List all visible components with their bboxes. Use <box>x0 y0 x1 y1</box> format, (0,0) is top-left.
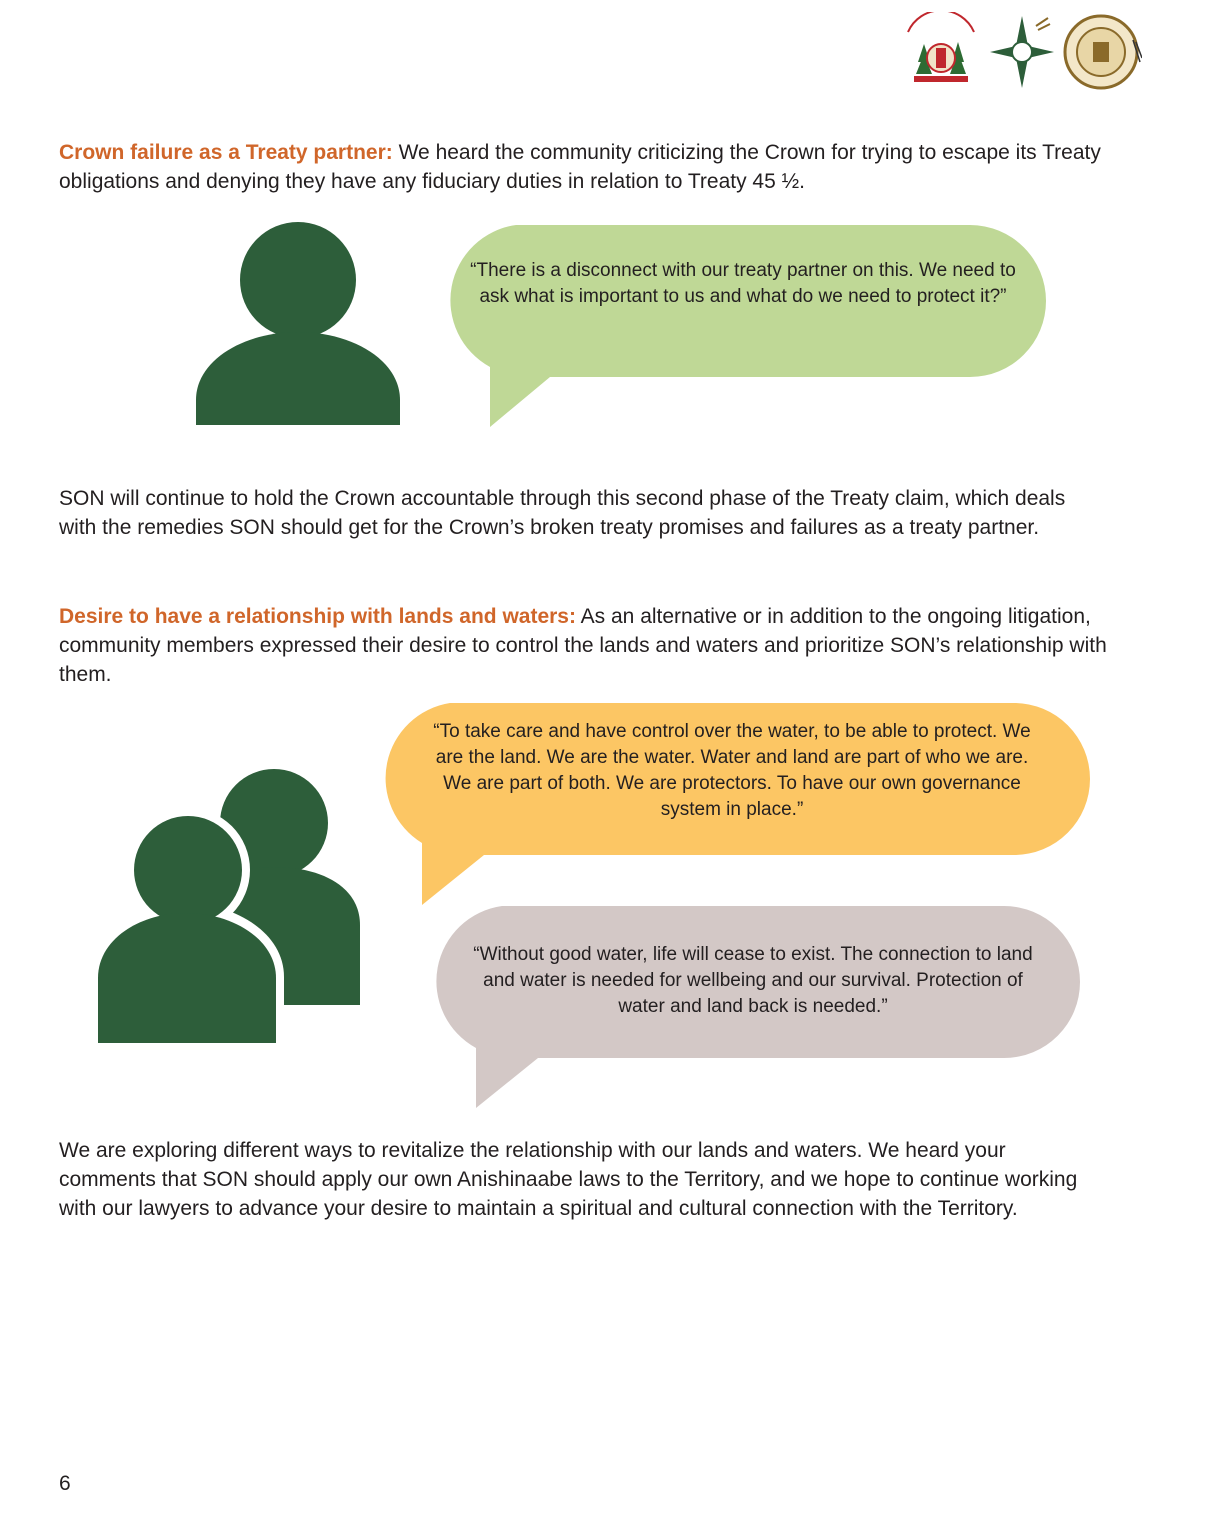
son-compass-emblem <box>986 12 1058 92</box>
quote-bubble-orange <box>372 703 1092 908</box>
exploring-paragraph: We are exploring different ways to revitalize the relationship with our lands and waters. We heard your comments that SON should apply our own Anishinaabe laws to the Territory, and we hope to continue working with our lawyers to advance your desire to maintain a spiritual and cultural connection with the Territory. <box>59 1139 1078 1220</box>
quote-text-3: “Without good water, life will cease to exist. The connection to land and water is needed for wellbeing and our survival. Protection of water and land back is needed.” <box>473 944 1033 1017</box>
quote-text-2: “To take care and have control over the water, to be able to protect. We are the land. We are the water. Water and land are part of who we are. We are part of both. We are protectors. To have our own governance system in place.” <box>433 721 1031 820</box>
desire-text: As an alternative or in addition to the ongoing litigation, community members expressed their desire to control the lands and waters and prioritize SON’s relationship with them. <box>59 605 1107 686</box>
desire-paragraph <box>59 602 1149 689</box>
crown-failure-text: We heard the community criticizing the Crown for trying to escape its Treaty obligations and denying they have any fiduciary duties in relation to Treaty 45 ½. <box>59 141 1101 193</box>
desire-heading: Desire to have a relationship with lands and waters: <box>59 605 576 628</box>
quote-bubble-green <box>440 225 1046 430</box>
header-logos <box>900 12 1150 102</box>
crown-failure-heading: Crown failure as a Treaty partner: <box>59 141 393 164</box>
person-icon <box>194 220 404 430</box>
accountable-paragraph: SON will continue to hold the Crown accountable through this second phase of the Treaty claim, which deals with the remedies SON should get for the Crown’s broken treaty promises and failures as a treaty partner. <box>59 487 1066 539</box>
quote-bubble-gray <box>426 906 1080 1111</box>
quote-text-1: “There is a disconnect with our treaty partner on this. We need to ask what is important to us and what do we need to protect it?” <box>470 260 1016 307</box>
group-icon <box>96 763 366 1053</box>
nawash-seal-logo <box>900 12 982 92</box>
saugeen-seal-logo <box>1060 12 1142 92</box>
crown-failure-paragraph <box>59 138 1159 196</box>
page-number: 6 <box>59 1472 71 1495</box>
bubble-shape-green <box>440 225 1046 430</box>
